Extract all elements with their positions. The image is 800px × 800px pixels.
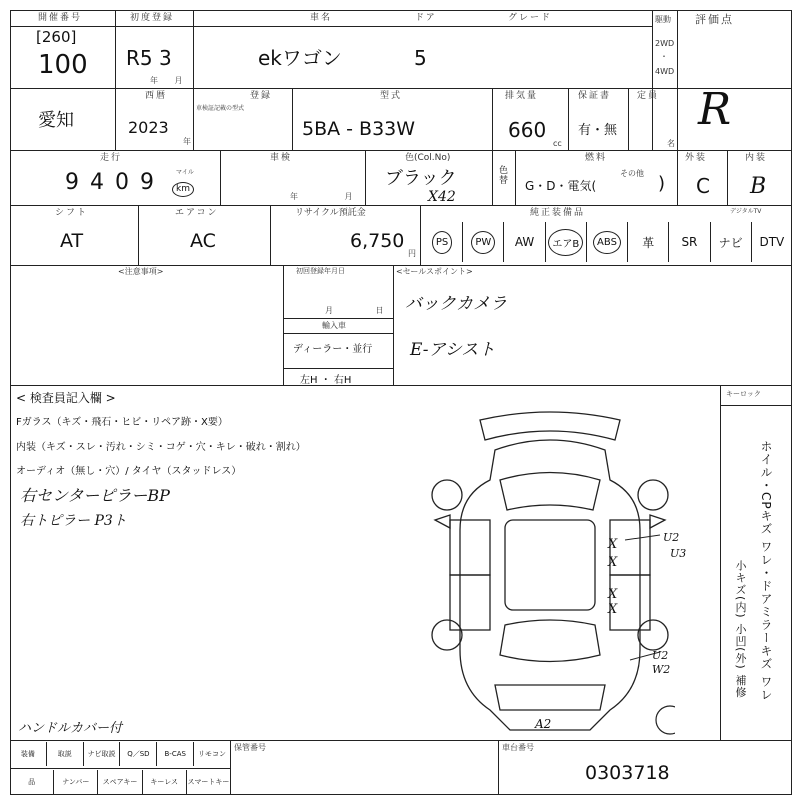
recycle-fee: 6,750 [350,230,405,252]
equipment-list [422,222,792,262]
row-divider [283,318,393,319]
col-divider [420,205,421,265]
fuel-close: ) [658,173,666,194]
col-divider [652,10,653,150]
row-divider [283,368,393,369]
key-lock-label: キーロック [726,390,761,398]
col-divider [720,385,721,740]
import-date: 月 日 [325,306,384,315]
footer-item: ナビ取説 [83,742,120,766]
year-label: 西暦 [145,91,168,101]
door-count: 5 [414,46,427,70]
score-label: 評価点 [695,13,734,26]
equipment-label: エアB [548,229,583,256]
col-divider [292,88,293,150]
row-divider [283,333,393,334]
col-divider [677,10,678,150]
damage-mark-x4: X [608,602,618,617]
car-name: ekワゴン [258,46,342,70]
vin-value: 0303718 [585,762,670,784]
inspector-note-3: ハンドルカバー付 [18,721,123,736]
col-divider [138,205,139,265]
first-reg-label: 初度登録 [130,13,175,23]
grade-label: グレード [508,13,553,23]
regnum-note: 車検証記載の型式 [196,105,245,112]
ac-label: エアコン [175,208,219,218]
label-rule [10,26,652,27]
damage-mark-x1: X [608,537,618,552]
col-divider [568,88,569,150]
col-divider [270,205,271,265]
equipment-item [710,222,751,262]
row-divider [720,405,792,406]
sales-point-1: バックカメラ [405,294,507,314]
car-name-label: 車名 [310,13,333,23]
color-label: 色(Col.No) [405,153,451,163]
import-type-label: 輸入車 [322,321,346,330]
interior-label: 内装 [745,153,768,163]
col-divider [393,265,394,385]
equipment-label: 革 [642,235,655,250]
regnum-label: 登録 [250,91,273,101]
inspection-label: 車検 [270,153,293,163]
shift-label: シフト [55,208,89,218]
equipment-item [503,222,544,262]
first-reg-date-label: 初回登録年月日 [296,267,345,275]
footer-item: 取説 [46,742,83,766]
col-divider [193,10,194,88]
footer-item: リモコン [193,742,230,766]
equipment-item [751,222,792,262]
equipment-item [668,222,709,262]
row-divider [10,205,792,206]
equipment-item [462,222,503,262]
damage-legend-2: 小キズ(内) 小凹(外) 補修 [734,560,747,699]
footer-items-bottom [10,770,230,794]
equipment-item [422,222,462,262]
damage-mark-x2: X [608,555,618,570]
color-value: ブラック [385,168,457,189]
exterior-label: 外装 [685,153,708,163]
row-divider [10,265,792,266]
year-value: 2023 [128,118,169,137]
footer-item: キーレス [142,770,186,794]
row-divider [10,88,792,89]
col-divider [193,88,194,150]
sales-point-label: <セールスポイント> [396,267,473,276]
shift-value: AT [60,230,84,252]
drive-dot: ・ [660,52,668,61]
mileage-value: 9 4 0 9 [65,170,156,195]
col-divider [115,88,116,150]
mileage-label: 走行 [100,153,123,163]
warranty-value: 有・無 [578,123,618,138]
cc-label: 排気量 [505,91,539,101]
model-value: 5BA - B33W [302,118,416,140]
row-divider [10,150,792,151]
mileage-unit: km [172,182,194,197]
drive-2wd: 2WD [655,39,675,48]
damage-mark-u2: U2 [663,531,680,544]
damage-mark-u3: U3 [670,547,687,560]
exterior-grade: C [696,174,710,198]
equipment-label: DTV [759,235,785,249]
seats-label: 定員 [637,91,660,101]
equipment-label: ABS [593,231,621,254]
vin-label: 車台番号 [502,743,534,752]
footer-item: Q／SD [119,742,156,766]
recycle-fee-unit: 円 [408,249,416,258]
footer-item: スペアキー [97,770,141,794]
lot-number: 100 [38,50,88,80]
first-reg-sub: 年 月 [150,76,183,85]
equipment-item [586,222,627,262]
footer-item: ナンバー [53,770,97,794]
footer-item: 装備 [20,750,35,758]
footer-item: B-CAS [156,742,193,766]
ac-value: AC [190,230,216,252]
year-unit: 年 [183,137,191,146]
venue-label: 開催番号 [38,13,83,23]
col-divider [498,740,499,795]
inspector-note-1: 右センターピラーBP [20,486,170,505]
first-reg-value: R5 3 [126,46,172,70]
equipment-item [627,222,668,262]
col-divider [220,150,221,205]
col-divider [515,150,516,205]
inspector-note-2: 右トピラー P3ト [20,513,127,529]
recycle-fee-label: リサイクル預託金 [295,208,366,218]
col-divider [230,740,231,795]
model-label: 型式 [380,91,403,101]
damage-mark-x3: X [608,587,618,602]
equipment-label: 純正装備品 [530,208,586,218]
equipment-label: PS [432,231,452,254]
audio-line: オーディオ（無し・穴）/ タイヤ（スタッドレス） [16,466,242,477]
col-divider [492,88,493,150]
storage-label: 保管番号 [234,743,266,752]
row-divider [10,768,230,769]
row-divider [10,385,792,386]
inspection-ym: 年 月 [290,192,353,201]
score-value: R [698,84,732,135]
dealer-type: ディーラー・並行 [293,344,373,355]
col-divider [677,150,678,205]
damage-legend: ホイル・CPキズ ワレ・ドアミラーキズ ワレ [759,440,773,702]
col-divider [283,265,284,385]
color-change-label: 色替 [497,165,507,185]
car-damage-diagram [425,410,675,740]
footer-item: 品 [28,778,36,786]
drive-label: 駆動 [655,15,671,24]
mileage-unit-alt: マイル [176,169,194,176]
equipment-label: AW [514,235,535,249]
sales-point-2: E-アシスト [410,340,496,360]
equipment-label: SR [681,235,698,249]
col-divider [365,150,366,205]
col-divider [115,10,116,88]
col-divider [727,150,728,205]
drive-4wd: 4WD [655,67,675,76]
row-divider [10,740,792,741]
inspector-title: < 検査員記入欄 > [16,391,116,405]
col-divider [628,88,629,150]
venue-code: [260] [36,28,77,46]
dtv-note: デジタルTV [730,208,762,215]
caution-label: <注意事項> [118,267,164,276]
fuel-value: G・D・電気( [525,179,597,193]
damage-mark-u2b: U2 [652,649,669,662]
equipment-label: ナビ [718,235,743,250]
warranty-label: 保証書 [578,91,612,101]
cc-unit: cc [553,139,562,148]
door-label: ドア [415,13,437,23]
fuel-other: その他 [620,169,644,178]
interior-line: 内装（キズ・スレ・汚れ・シミ・コゲ・穴・キレ・破れ・割れ） [16,442,306,453]
equipment-label: PW [471,231,495,254]
cc-value: 660 [508,118,547,142]
col-divider [492,150,493,205]
interior-grade: B [750,174,767,199]
glass-line: Fガラス（キズ・飛石・ヒビ・リペア跡・X要） [16,417,228,428]
fuel-label: 燃料 [585,153,608,163]
damage-mark-a2: A2 [535,717,552,731]
footer-items-top [10,742,230,766]
handle-side: 左H ・ 右H [300,375,352,386]
color-code: X42 [428,189,456,205]
footer-item: スマートキー [186,770,230,794]
seats-unit: 名 [667,139,675,148]
location: 愛知 [38,110,74,131]
equipment-item [545,222,586,262]
damage-mark-w2: W2 [652,663,671,676]
